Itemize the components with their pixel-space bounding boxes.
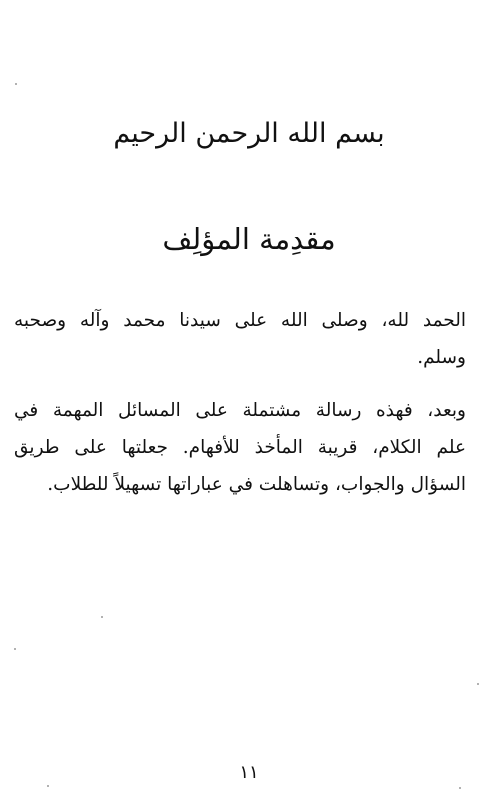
text-line: الحمد لله، وصلى الله على سيدنا محمد وآله وصحبه: [14, 310, 466, 331]
basmala-calligraphy: بسم الله الرحمن الرحيم: [113, 118, 385, 149]
paper-speck: [101, 616, 103, 618]
text-line: وبعد، فهذه رسالة مشتملة على المسائل المهمة في: [14, 400, 466, 421]
paper-speck: [14, 648, 16, 650]
page-heading: مقدِمة المؤلِف: [162, 222, 336, 256]
paragraph-praise: [14, 302, 466, 376]
text-line: وسلم.: [417, 347, 466, 368]
paper-speck: [15, 83, 17, 85]
paper-speck: [47, 785, 49, 787]
page-number: ١١: [239, 762, 259, 783]
paper-speck: [459, 787, 461, 789]
text-line: السؤال والجواب، وتساهلت في عباراتها تسهيلاً للطلاب.: [47, 474, 466, 495]
paragraph-introduction: [14, 392, 466, 503]
paper-speck: [477, 683, 479, 685]
text-line: علم الكلام، قريبة المأخذ للأفهام. جعلتها على طريق: [14, 437, 466, 458]
